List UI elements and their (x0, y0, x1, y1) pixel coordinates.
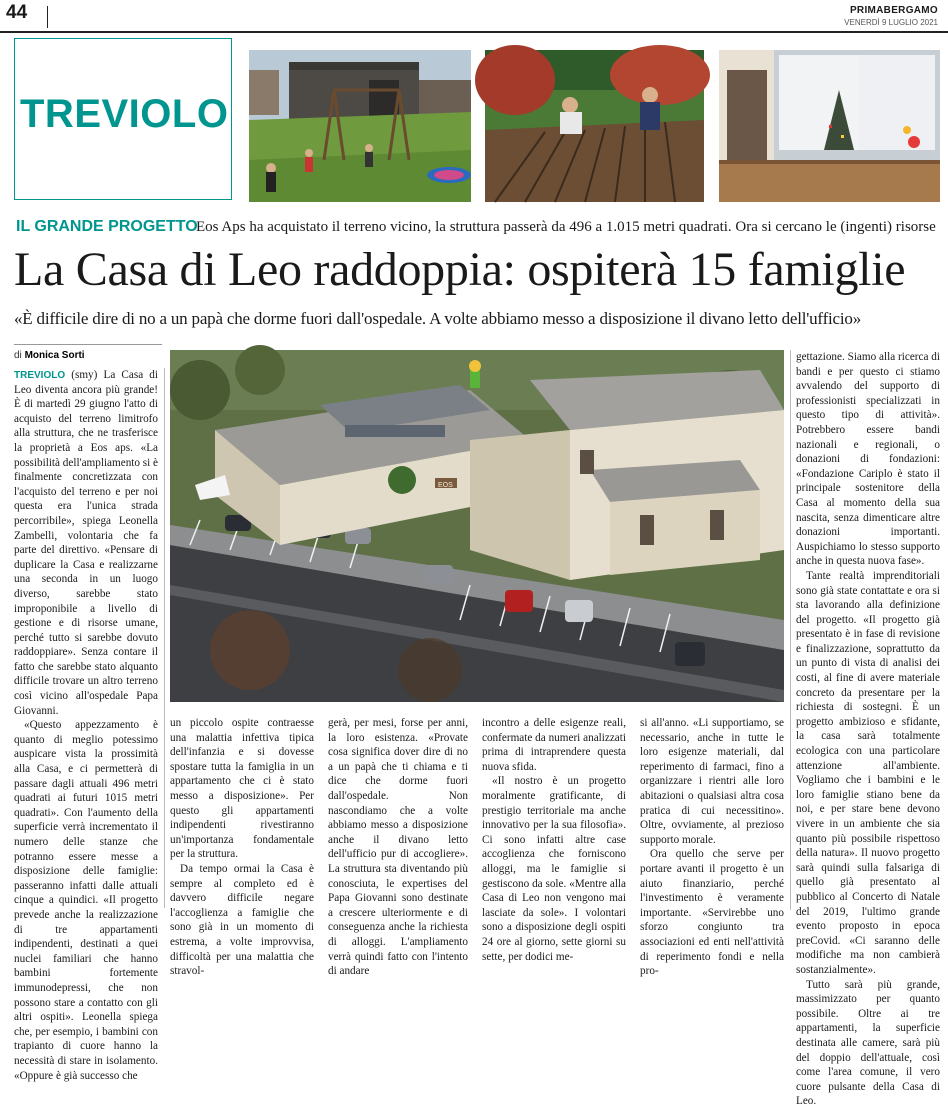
paragraph: Ora quello che serve per portare avanti il progetto è un aiuto finanziario, perché l'investimento è veramente importante. «Servirebbe uno sforzo congiunto tra associazioni ed enti nell'attività di reperimento fondi e nella pro- (640, 848, 784, 978)
paragraph: «Il nostro è un progetto moralmente gratificante, di prestigio territoriale ma anche innovativo per la sua filosofia». Ci sono infatti altre case accoglienza che forniscono alloggi, ma le famiglie si gestiscono da sole. «Mentre alla Casa di Leo non vengono mai lasciate da sole». I volontari sono a disposizione degli ospiti 24 ore al giorno, sette giorni su sette, per dodici me- (482, 775, 626, 963)
publication-name: PRIMABERGAMO (849, 5, 938, 16)
publication-date: VENERDÌ 9 LUGLIO 2021 (844, 18, 938, 27)
photo-garden-swings (249, 50, 471, 202)
article-column-3 (328, 716, 468, 978)
lead-place: TREVIOLO (14, 370, 66, 381)
subheadline-quote: «È difficile dire di no a un papà che dorme fuori dall'ospedale. A volte abbiamo messo a disposizione il divano letto dell'ufficio» (14, 309, 862, 328)
paragraph: gettazione. Siamo alla ricerca di bandi e per questo ci stiamo avvalendo del supporto di professionisti specializzati in questo tipo di attività». Potrebbero essere bandi nazionali e regionali, o donazioni di fondazioni: «Fondazione Cariplo è stato il principale sostenitore della Casa al momento della sua nascita, senza dimenticare altre donazioni importanti. Auspichiamo lo stesso supporto anche in questa nuova fase». (796, 351, 940, 568)
article-column-1 (14, 368, 159, 1082)
byline-rule (14, 344, 162, 345)
paragraph: Tante realtà imprenditoriali sono già state contattate e ora si sta lavorando alla definizione del progetto. «Il progetto già presentato è in fase di revisione e finalizzazione, soprattutto da un punto di vista di analisi dei costi, al fine di avere materiale concreto da presentare per la richiesta di sostegni. È un progetto ambizioso e sfidante, la casa sarà totalmente ecologica con una particolare attenzione all'ambiente. Vogliamo che i bambini e le loro famiglie stiano bene da noi, e per stare bene devono vivere in un ambiente che sia quanto più possibile rispettoso della natura». Il nuovo progetto sarà quindi sulla falsariga di quello già presentato al pubblico al Concerto di Natale del 2019, l'ultimo grande evento proposto in epoca preCovid. «Ci saranno delle modifiche ma non cambierà sostanzialmente». (796, 569, 940, 976)
building-sign: EOS (438, 482, 453, 489)
column-divider (790, 350, 791, 910)
section-title: TREVIOLO (20, 92, 229, 136)
photo-christmas-snow (719, 50, 940, 202)
paragraph: incontro a delle esigenze reali, confermate da numeri analizzati prima di intraprendere questa nuova sfida. (482, 717, 626, 773)
article-column-4 (482, 716, 626, 963)
paragraph: Tutto sarà più grande, massimizzato per quanto possibile. Oltre ai tre appartamenti, la superficie destinata alle camere, sarà più del doppio dell'attuale, così come l'area comune, il vero cuore pulsante della Casa di Leo. (796, 978, 940, 1108)
byline-prefix: di (14, 350, 22, 361)
header-divider (47, 6, 48, 28)
article-column-5 (640, 716, 784, 978)
paragraph (14, 368, 158, 718)
article-column-2 (170, 716, 314, 978)
paragraph: «Questo appezzamento è quanto di meglio potessimo auspicare vista la prossimità alla Casa, e ci permetterà di passare dagli attuali 496 metri quadrati ai futuri 1015 metri quadrati». Con l'aumento della superficie verrà incrementato il numero delle stanze che potranno essere messe a disposizione delle famiglie: passeranno infatti dalle attuali cinque a quindici. «Il progetto prevede anche la realizzazione di tre appartamenti indipendenti, destinati a quei nuclei familiari che hanno bambini fortemente immunodepressi, che non possono stare a contatto con gli altri ospiti». Leonella spiega che, per esempio, i bambini con trapianto di cuore hanno la necessità di stare in isolamento. «Oppure è già successo che (14, 719, 158, 1082)
paragraph: si all'anno. «Li supportiamo, se necessario, anche in tutte le loro esigenze materiali, dal reperimento di farmaci, fino a organizzare i rientri alle loro abitazioni o qualsiasi altra cosa pratica di cui necessitino». Oltre, ovviamente, al prezioso supporto morale. (640, 717, 784, 846)
headline: La Casa di Leo raddoppia: ospiterà 15 famiglie (14, 243, 906, 296)
page-number: 44 (6, 2, 28, 23)
paragraph: Da tempo ormai la Casa è sempre al completo ed è davvero difficile negare l'accoglienza a famiglie che sono già in un momento di estrema, a volte improvvisa, difficoltà per una malattia che stravol- (170, 862, 314, 978)
column-divider (164, 368, 165, 908)
paragraph: un piccolo ospite contraesse una malattia infettiva tipica dell'infanzia e si dovesse spostare tutta la famiglia in un appartamento che ci è stato messo a disposizione». Per questo gli appartamenti indipendenti rivestiranno un'importanza fondamentale per la struttura. (170, 717, 314, 861)
photo-vegetable-garden (485, 50, 704, 202)
byline (14, 350, 85, 361)
byline-author: Monica Sorti (24, 350, 85, 361)
article-column-6 (796, 350, 940, 1108)
paragraph-text: (smy) La Casa di Leo diventa ancora più grande! È di martedì 29 giugno l'atto di acquisto del terreno limitrofo alla struttura, che ne trasferisce la proprietà a Eos aps. «La possibilità dell'ampliamento si è finalmente concretizzata con l'acquisto del terreno e per noi questa era l'unica strada percorribile», spiega Leonella Zambelli, volontaria che fa parte del direttivo. «Pensare di duplicare la Casa e realizzarne una seconda in un luogo diverso, sarebbe stato improponibile a livello di gestione e di risorse umane, perché tutto si sarebbe dovuto raddoppiare». Senza contare il fatto che sarebbe stato alquanto difficile trovare un altro terreno così vicino all'ospedale Papa Giovanni. (14, 369, 159, 717)
kicker: IL GRANDE PROGETTO (16, 218, 198, 235)
project-rendering (170, 350, 784, 702)
paragraph: gerà, per mesi, forse per anni, la loro esistenza. «Provate cosa significa dover dire di no a un papà che ti chiama e ti dice che dorme fuori dall'ospedale. Non nascondiamo che a volte abbiamo messo a disposizione anche il divano letto dell'ufficio pur di accogliere». La struttura sta diventando più conosciuta, le expertises del Papa Giovanni sono destinate a crescere ulteriormente e di conseguenza anche la richiesta di alloggi. L'ampliamento verrà quindi fatto con l'intento di andare (328, 717, 468, 978)
deck: Eos Aps ha acquistato il terreno vicino, la struttura passerà da 496 a 1.015 metri quadrati. Ora si cercano le (ingenti) risorse (196, 219, 936, 235)
header-rule (0, 31, 948, 33)
